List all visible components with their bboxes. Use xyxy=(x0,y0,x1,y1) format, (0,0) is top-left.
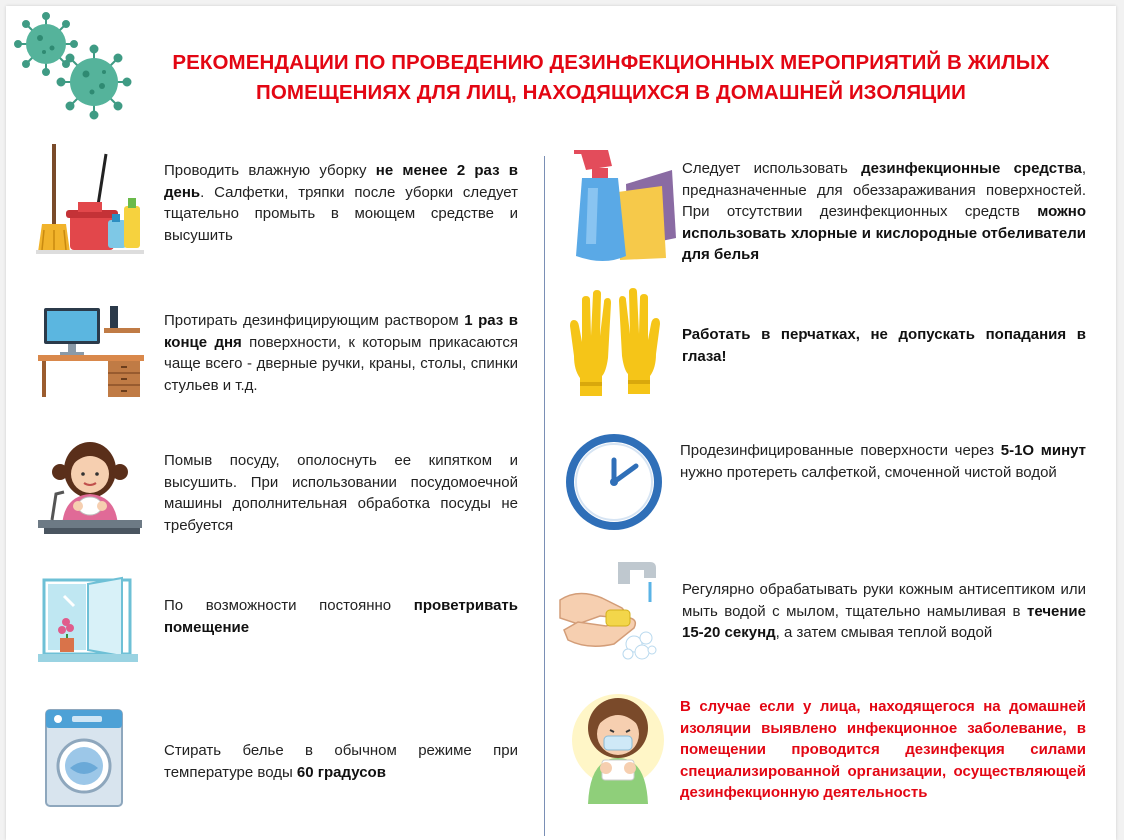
body-text: нужно протереть салфеткой, смоченной чистой водой xyxy=(680,463,1057,481)
desk-computer-icon xyxy=(38,298,146,398)
window-ventilation-icon xyxy=(38,576,138,666)
page-title xyxy=(146,48,1076,108)
emphasis-text: Работать в перчатках, не допускать попадания в глаза! xyxy=(682,326,1086,365)
title-line-1: РЕКОМЕНДАЦИИ ПО ПРОВЕДЕНИЮ ДЕЗИНФЕКЦИОННЫХ МЕРОПРИЯТИЙ В ЖИЛЫХ xyxy=(172,51,1050,74)
emphasis-text: течение 15-20 секунд xyxy=(682,602,1086,641)
body-text: Стирать белье в обычном режиме при температуре воды xyxy=(164,742,518,781)
body-text: Следует использовать xyxy=(682,160,862,177)
body-text: поверхности, к которым прикасаются чаще всего - дверные ручки, краны, столы, спинки стульев и т.д. xyxy=(164,333,518,394)
clock-icon xyxy=(562,430,666,534)
left-item-4 xyxy=(164,595,518,638)
washing-machine-icon xyxy=(44,708,124,808)
emphasis-text: 1 раз в конце дня xyxy=(164,312,518,351)
column-divider xyxy=(544,156,545,836)
disinfectant-spray-icon xyxy=(568,148,678,268)
emphasis-text: 60 градусов xyxy=(296,763,386,781)
virus-icon xyxy=(14,12,132,120)
body-text: Продезинфицированные поверхности через xyxy=(680,442,1001,459)
body-text: Регулярно обрабатывать руки кожным антисептиком или мыть водой с мылом, тщательно намыливая в xyxy=(682,581,1086,620)
body-text: Протирать дезинфицирующим раствором xyxy=(164,312,465,329)
body-text: Помыв посуду, ополоснуть ее кипятком и высушить. При использовании посудомоечной машины дополнительная обработка посуды не требуется xyxy=(164,452,518,534)
right-item-5 xyxy=(680,696,1086,804)
left-item-3 xyxy=(164,450,518,536)
left-item-5 xyxy=(164,740,518,783)
right-item-4 xyxy=(682,579,1086,644)
emphasis-text: 5-1О минут xyxy=(1000,442,1087,459)
hand-washing-icon xyxy=(558,558,670,666)
right-item-1 xyxy=(682,158,1086,266)
body-text: , а затем смывая теплой водой xyxy=(775,624,993,641)
left-item-2 xyxy=(164,310,518,396)
body-text: По возможности постоянно xyxy=(164,597,414,614)
title-line-2: ПОМЕЩЕНИЯХ ДЛЯ ЛИЦ, НАХОДЯЩИХСЯ В ДОМАШНЕЙ ИЗОЛЯЦИИ xyxy=(256,81,966,104)
right-item-2 xyxy=(682,324,1086,367)
emphasis-text: проветривать помещение xyxy=(164,597,518,636)
body-text: Проводить влажную уборку xyxy=(164,162,376,179)
emphasis-text: можно использовать хлорные и кислородные отбеливатели для белья xyxy=(682,203,1086,263)
girl-washing-dishes-icon xyxy=(34,434,146,538)
body-text: . Салфетки, тряпки после уборки следует тщательно промыть в моющем средстве и высушить xyxy=(164,183,518,244)
poster xyxy=(6,6,1116,840)
gloves-icon xyxy=(562,286,668,398)
emphasis-text: дезинфекционные средства xyxy=(861,160,1082,177)
body-text: , предназначенные для обеззараживания поверхностей. При отсутствии дезинфекционных средств xyxy=(682,160,1086,220)
cleaning-supplies-icon xyxy=(36,140,146,260)
emphasis-text: не менее 2 раз в день xyxy=(164,162,518,201)
sick-girl-mask-icon xyxy=(566,688,670,804)
right-item-3 xyxy=(680,440,1086,483)
left-item-1 xyxy=(164,160,518,246)
body-text: В случае если у лица, находящегося на домашней изоляции выявлено инфекционное заболевание, в помещении проводится дезинфекция силами специализированной организации, осуществляющей дезинфекционную деятельность xyxy=(680,698,1086,801)
